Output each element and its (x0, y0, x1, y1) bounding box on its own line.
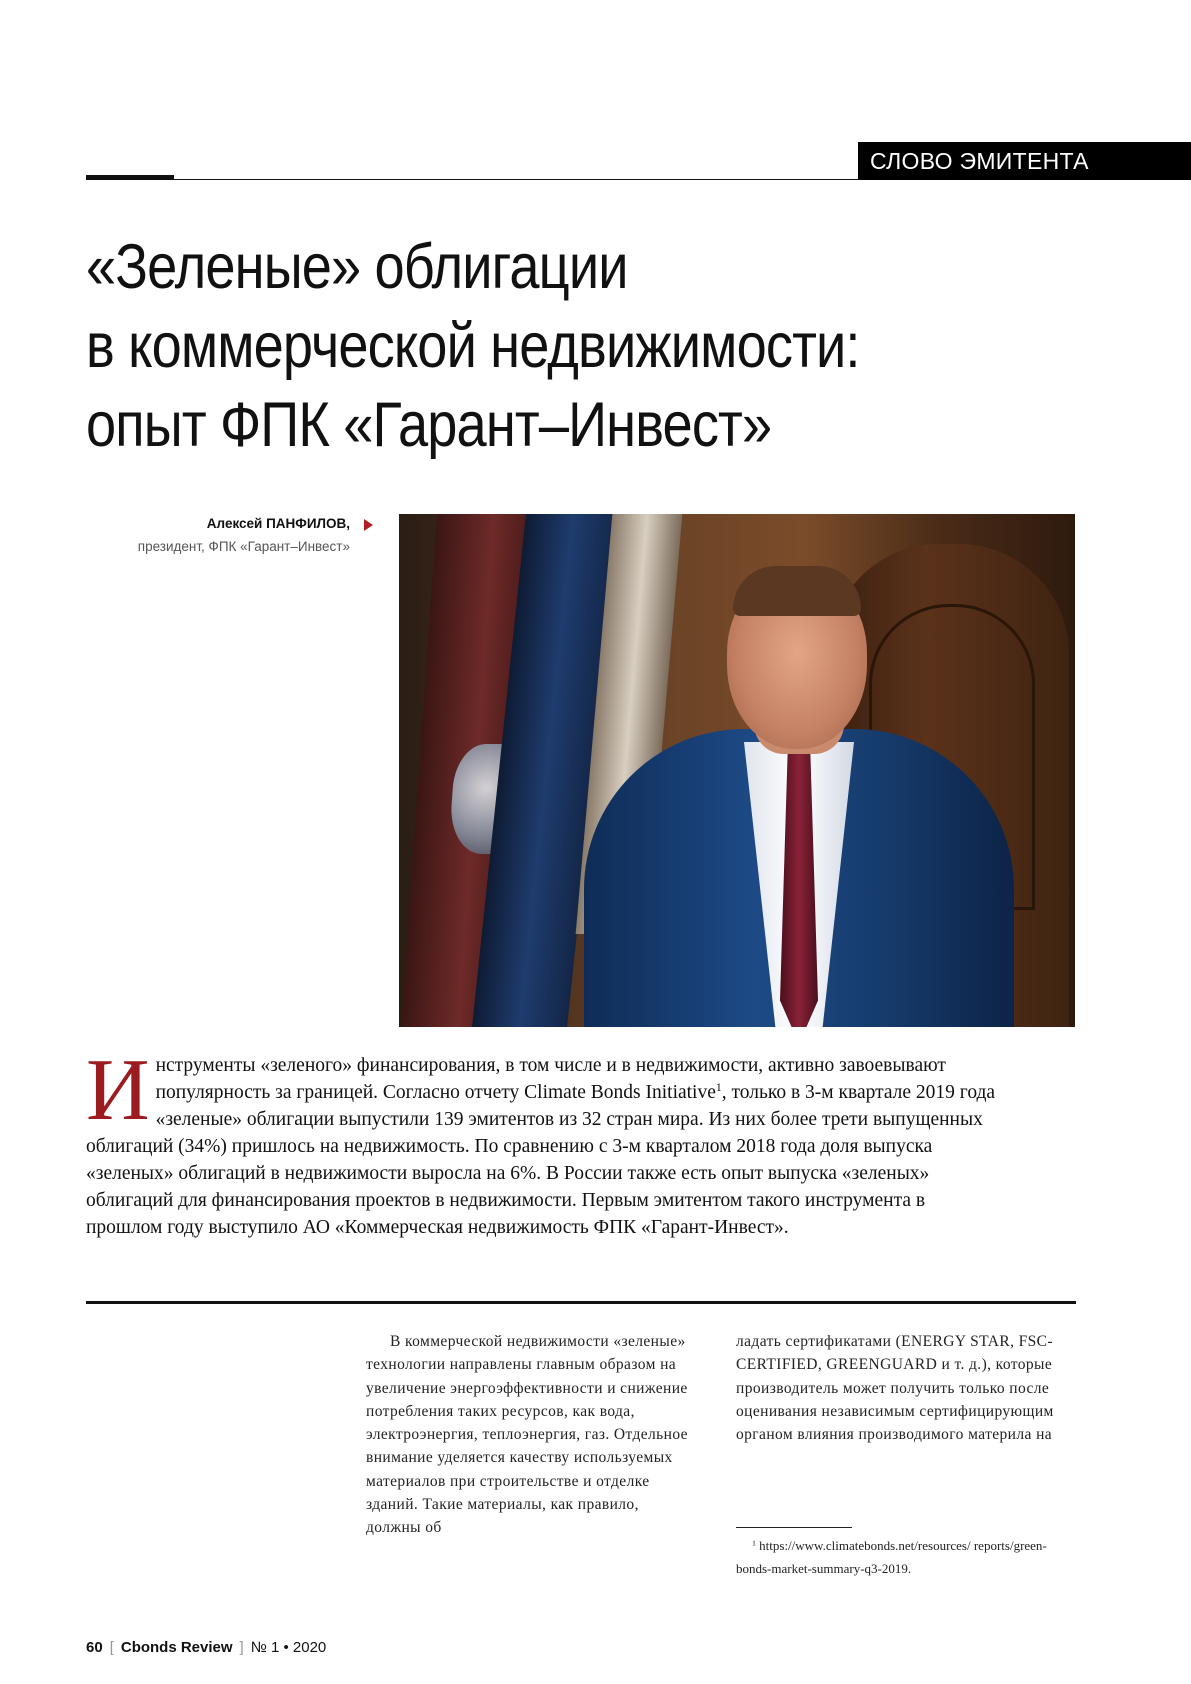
drop-cap: И (86, 1042, 150, 1139)
body-column-2: ладать сертификатами (ENERGY STAR, FSC-CERTIFIED, GREENGUARD и т. д.), которые производитель может получить только после оценивания независимым сертифицирующим органом влияния производимого материла на (736, 1333, 1054, 1444)
section-label: СЛОВО ЭМИТЕНТА (858, 142, 1191, 180)
issue-info: № 1 • 2020 (250, 1639, 327, 1656)
author-photo (399, 514, 1075, 1027)
lead-paragraph (86, 1042, 996, 1241)
footnote-rule (736, 1527, 852, 1528)
footnote (736, 1534, 1076, 1580)
title-line-2: в коммерческой недвижимости: (86, 311, 860, 381)
footnote-mark: 1 (752, 1538, 756, 1548)
title-line-3: опыт ФПК «Гарант–Инвест» (86, 390, 772, 460)
lead-text-start: нструменты «зеленого» финансирования, в том числе и в недвижимости, активно завоевывают популярность за границей. Согласно отчету Climate Bonds Initiative (155, 1055, 946, 1103)
title-line-1: «Зеленые» облигации (86, 232, 628, 302)
page-footer (86, 1639, 326, 1656)
footnote-reference[interactable]: 1 (715, 1080, 722, 1094)
article-title (86, 228, 1032, 465)
page-number: 60 (86, 1639, 103, 1656)
lead-text-end: , только в 3-м квартале 2019 года «зеленые» облигации выпустили 139 эмитентов из 32 стран мира. Из них более трети выпущенных облигаций (34%) пришлось на недвижимость. По сравнению с 3-м кварталом 2018 года доля выпуска «зеленых» облигаций в недвижимости выросла на 6%. В России также есть опыт выпуска «зеленых» облигаций для финансирования проектов в недвижимости. Первым эмитентом такого инструмента в прошлом году выступило АО «Коммерческая недвижимость ФПК «Гарант-Инвест». (86, 1082, 996, 1238)
person-hair (733, 566, 861, 616)
bracket-open: [ (109, 1639, 114, 1656)
footnote-link[interactable]: https://www.climatebonds.net/resources/ reports/green-bonds-market-summary-q3-2019. (736, 1538, 1047, 1576)
body-column-1: В коммерческой недвижимости «зеленые» технологии направлены главным образом на увеличение энергоэффективности и снижение потребления таких ресурсов, как вода, электроэнергия, теплоэнергия, газ. Отдельное внимание уделяется качеству используемых материалов при строительстве и отделке зданий. Такие материалы, как правило, должны об (366, 1333, 688, 1537)
author-name: Алексей ПАНФИЛОВ, (206, 516, 350, 531)
bracket-close: ] (239, 1639, 244, 1656)
author-position: президент, ФПК «Гарант–Инвест» (137, 539, 350, 554)
lead-divider (86, 1301, 1076, 1304)
author-pointer-icon (364, 519, 373, 531)
journal-name: Cbonds Review (120, 1639, 233, 1656)
